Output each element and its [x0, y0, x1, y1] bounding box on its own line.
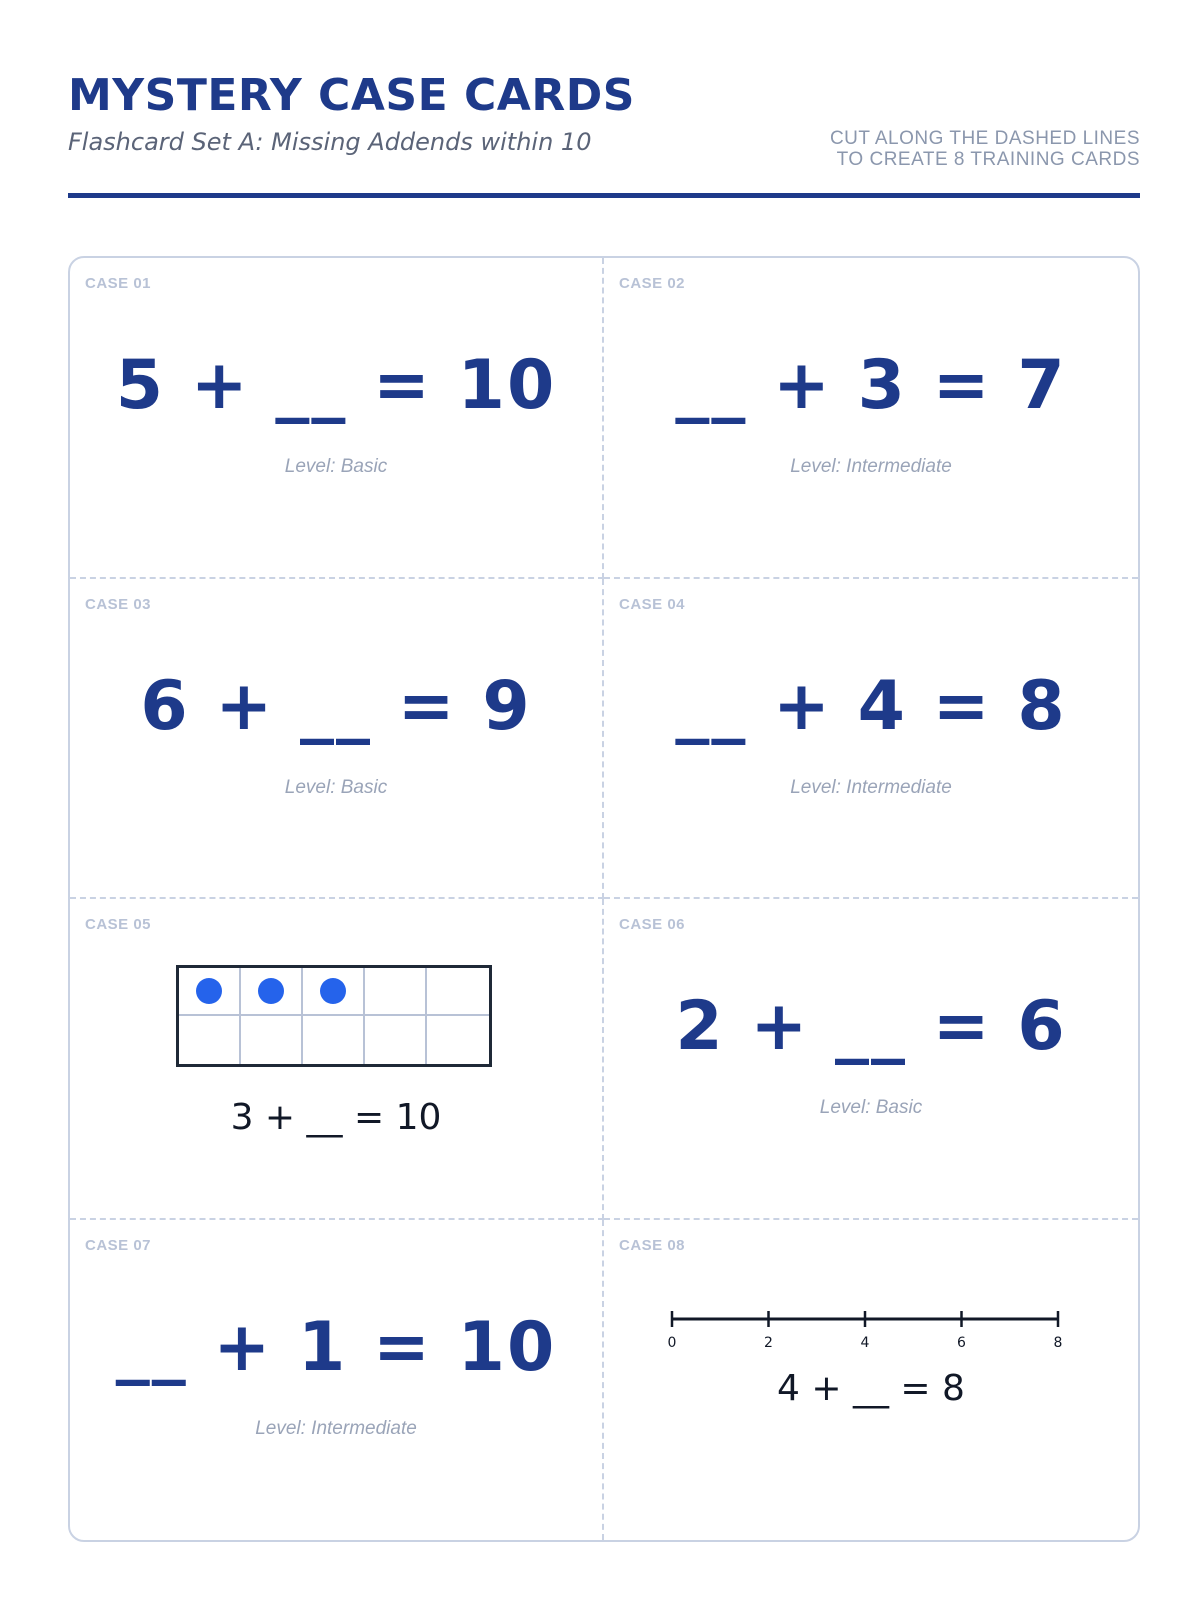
ten-frame-cell: [303, 968, 365, 1016]
equation: 3 + __ = 10: [230, 1097, 442, 1138]
equation: __ + 3 = 7: [675, 346, 1067, 425]
number-line-label: 0: [667, 1334, 677, 1351]
case-label: CASE 06: [619, 916, 686, 933]
equation: 5 + __ = 10: [115, 346, 557, 425]
counter-dot: [258, 978, 284, 1004]
case-label: CASE 05: [85, 916, 152, 933]
case-label: CASE 03: [85, 595, 152, 613]
level-label: Level: Basic: [284, 776, 388, 798]
case-label: CASE 02: [619, 275, 686, 292]
level-label: Level: Intermediate: [255, 1417, 417, 1439]
level-label: Level: Basic: [284, 456, 388, 477]
page-header: [68, 70, 1140, 170]
number-line-label: 4: [860, 1334, 870, 1351]
header-divider: [68, 193, 1140, 198]
number-line: [664, 1305, 1084, 1355]
card-case-03: [70, 579, 604, 900]
number-line-label: 8: [1053, 1334, 1063, 1351]
card-case-02: [604, 258, 1138, 579]
ten-frame-cell: [303, 1016, 365, 1064]
ten-frame-cell: [179, 968, 241, 1016]
ten-frame-cell: [365, 968, 427, 1016]
ten-frame-cell: [427, 968, 489, 1016]
cut-instructions: [830, 128, 1140, 170]
card-case-04: [604, 579, 1138, 900]
instructions-line-1: CUT ALONG THE DASHED LINES: [829, 128, 1140, 149]
card-case-07: [70, 1220, 604, 1541]
number-line-label: 2: [764, 1334, 773, 1351]
equation: 6 + __ = 9: [140, 666, 532, 746]
case-label: CASE 08: [619, 1236, 686, 1254]
counter-dot: [320, 978, 346, 1004]
case-label: CASE 01: [85, 275, 152, 292]
level-label: Level: Intermediate: [790, 776, 952, 798]
case-label: CASE 07: [85, 1236, 152, 1254]
card-case-06: [604, 899, 1138, 1220]
ten-frame: [176, 965, 492, 1067]
equation: __ + 1 = 10: [115, 1307, 557, 1387]
equation: __ + 4 = 8: [675, 666, 1067, 746]
level-label: Level: Basic: [819, 1097, 923, 1118]
equation: 2 + __ = 6: [675, 987, 1067, 1066]
ten-frame-cell: [241, 968, 303, 1016]
level-label: Level: Intermediate: [790, 456, 952, 477]
ten-frame-cell: [427, 1016, 489, 1064]
page-title: MYSTERY CASE CARDS: [68, 70, 635, 121]
counter-dot: [196, 978, 222, 1004]
page-subtitle: Flashcard Set A: Missing Addends within 10: [68, 128, 592, 156]
card-case-05: [70, 899, 604, 1220]
ten-frame-cell: [241, 1016, 303, 1064]
equation: 4 + __ = 8: [777, 1367, 965, 1409]
ten-frame-cell: [365, 1016, 427, 1064]
ten-frame-cell: [179, 1016, 241, 1064]
card-case-01: [70, 258, 604, 579]
number-line-label: 6: [957, 1334, 966, 1351]
card-sheet: [68, 256, 1140, 1542]
case-label: CASE 04: [619, 595, 686, 613]
instructions-line-2: TO CREATE 8 TRAINING CARDS: [836, 149, 1140, 170]
card-case-08: [604, 1220, 1138, 1541]
